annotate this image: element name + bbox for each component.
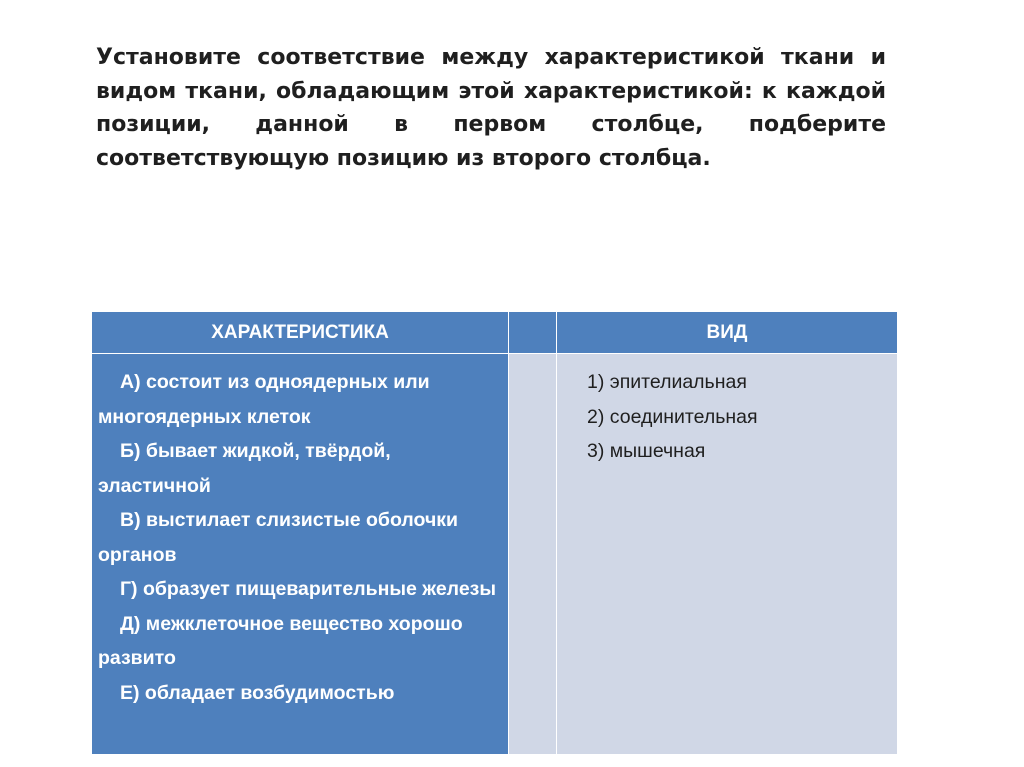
header-characteristic: ХАРАКТЕРИСТИКА xyxy=(92,312,509,354)
header-type: ВИД xyxy=(557,312,898,354)
type-item-1: 1) эпителиальная xyxy=(587,371,747,393)
types-cell xyxy=(557,354,898,755)
characteristic-item-v: В) выстилает слизистые оболочки органов xyxy=(98,509,459,566)
header-spacer xyxy=(509,312,557,354)
characteristics-cell xyxy=(92,354,509,755)
matching-table xyxy=(91,311,898,755)
characteristic-item-b: Б) бывает жидкой, твёрдой, эластичной xyxy=(98,440,391,497)
characteristic-item-a: А) состоит из одноядерных или многоядерных клеток xyxy=(98,371,430,428)
characteristic-item-e: Е) обладает возбудимостью xyxy=(120,681,395,704)
characteristic-item-d: Д) межклеточное вещество хорошо развито xyxy=(98,612,463,669)
type-item-3: 3) мышечная xyxy=(587,440,706,462)
table-body-row xyxy=(92,354,898,755)
table-header-row xyxy=(92,312,898,354)
type-item-2: 2) соединительная xyxy=(587,405,758,428)
task-text: Установите соответствие между характеристикой ткани и видом ткани, обладающим этой характеристикой: к каждой позиции, данной в первом столбце, подберите соответствующую позицию из второго столбца. xyxy=(96,45,886,171)
spacer-cell xyxy=(509,354,557,755)
characteristic-item-g: Г) образует пищеварительные железы xyxy=(120,578,497,600)
